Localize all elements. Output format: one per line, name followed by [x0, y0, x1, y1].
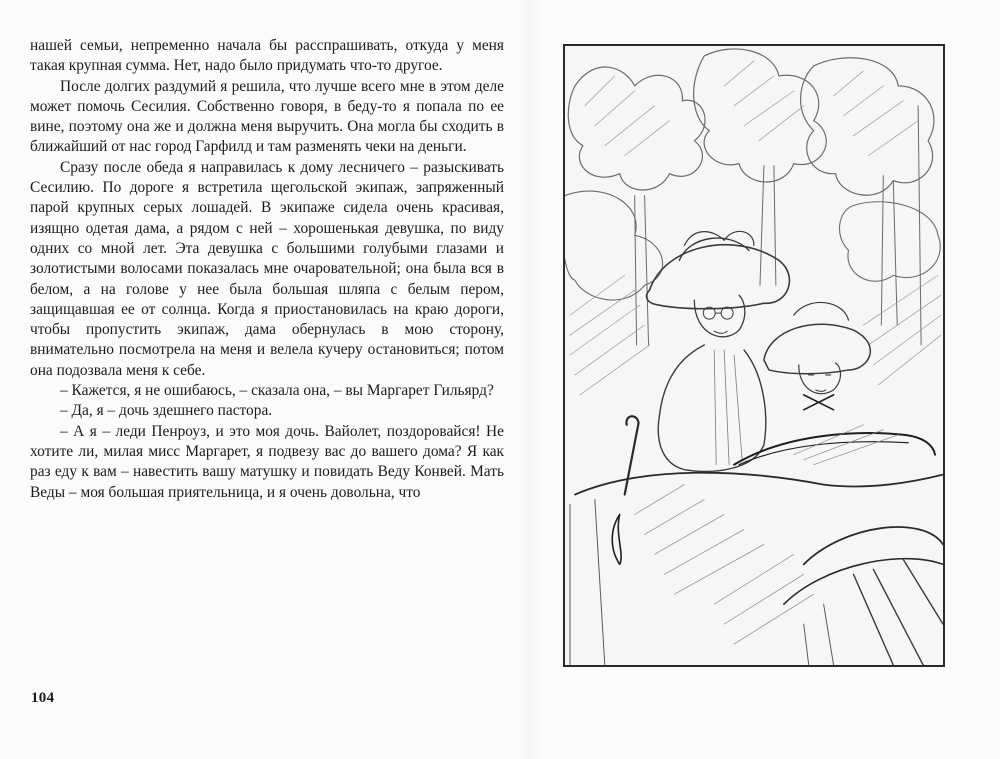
book-gutter: [520, 0, 540, 759]
pencil-sketch-carriage: [565, 46, 943, 665]
paragraph-2: После долгих раздумий я решила, что лучше всего мне в этом деле может помочь Сесилия. Собственно говоря, в беду-то я попала по ее вине, поэтому она же и должна меня выручить. Она могла бы сходить в ближайший от нас город Гарфилд и там разменять чеки на деньги.: [30, 77, 504, 156]
paragraph-5: – Да, я – дочь здешнего пастора.: [60, 402, 273, 420]
page-number: 104: [31, 690, 55, 706]
paragraph-6: – А я – леди Пенроуз, и это моя дочь. Вайолет, поздоровайся! Не хотите ли, милая мисс Маргарет, я подвезу вас до вашего дома? Я как раз еду к вам – навестить вашу матушку и повидать Веду Конвей. Мать Веды – моя большая приятельница, и я очень довольна, что: [30, 422, 504, 501]
body-text: [30, 36, 504, 503]
illustration: [563, 44, 945, 667]
left-page: [30, 36, 504, 503]
paragraph-3: Сразу после обеда я направилась к дому лесничего – разыскивать Сесилию. По дороге я встретила щегольской экипаж, запряженный парой крупных серых лошадей. В экипаже сидела очень красивая, изящно одетая дама, а рядом с ней – хорошенькая девушка, по виду одних со мной лет. Эта девушка с большими голубыми глазами и золотистыми волосами показалась мне очаровательной; она была вся в белом, а на голове у нее была большая шляпа с белым пером, защищавшая ее от солнца. Когда я приостановилась на краю дороги, чтобы пропустить экипаж, дама обернулась в мою сторону, внимательно посмотрела на меня и велела кучеру остановиться; потом она подозвала меня к себе.: [30, 158, 504, 379]
paragraph-1: нашей семьи, непременно начала бы расспрашивать, откуда у меня такая крупная сумма. Нет, надо было придумать что-то другое.: [30, 37, 504, 75]
paragraph-4: – Кажется, я не ошибаюсь, – сказала она, – вы Маргарет Гильярд?: [60, 382, 494, 400]
